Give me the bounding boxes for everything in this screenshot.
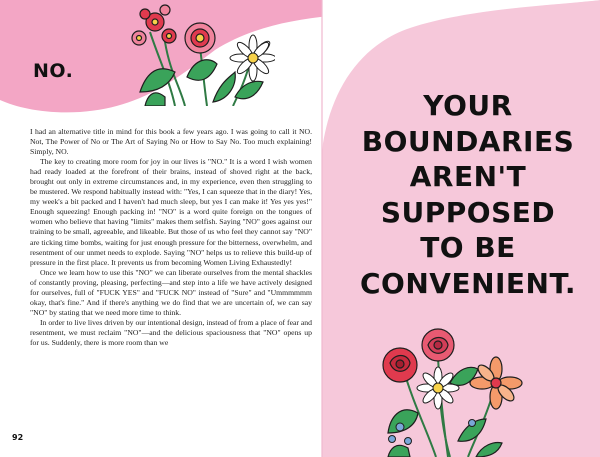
paragraph-3: Once we learn how to use this "NO" we can liberate ourselves from the mental shackles of constantly proving, pleasing, perfecting—and step into a life we have actively designed for ourselves, full of "FUCK YES" and "FUCK NO" instead of "Sure" and "Ummmmmm okay, that's fine." And if there's anything we do find that we are uncertain of, we can say "NO" by stating that we need more time to think. [30,267,312,317]
paragraph-1: I had an alternative title in mind for this book a few years ago. I was going to call it NO. Not, The Power of No or The Art of Saying No or How to Say No. Too much explaining! Simply, NO. [30,127,312,157]
quote-line-6: CONVENIENT. [360,266,576,300]
quote-line-4: SUPPOSED [380,195,556,229]
quote-line-1: YOUR [423,89,513,122]
bottom-flower-bouquet [378,323,528,457]
paragraph-4: In order to live lives driven by our intentional design, instead of from a place of fear and resentment, we must reclaim "NO"—and the delicious spaciousness that "NO" opens up for us. Suddenly, there is more room than we [30,317,312,347]
page-number: 92 [12,433,24,442]
paragraph-2: The key to creating more room for joy in our lives is "NO." It is a word I wish women had ready loaded at the forefront of their brains, instead of shoved right at the back, brought out only in extreme circumstances and, in my experience, even then struggling to be mustered. We respond habitually instead with: "Yes, I can squeeze that in the diary! Yes, my week's a bit packed and I haven't had much sleep, but yes I can make it! Yes yes yes!" Enough squeezing! Enough packing in! "NO" is a word quite foreign on the tongues of women who believe that having "limits" makes them selfish. Saying "NO" goes against our training to be small, agreeable, and likeable. But those of us who feel they cannot say "NO" are ticking time bombs, waiting for just enough pressure for the bitterness, overwhelm, and resentment of our unmet needs to explode. Saying "NO" helps us to relieve this build-up of pressure in the first place. It prevents us from becoming Women Living Exhaustedly! [30,157,312,267]
quote-line-2: BOUNDARIES [361,124,575,158]
quote-line-5: TO BE [420,231,516,264]
top-flower-bouquet [125,2,275,106]
quote-line-3: AREN'T [409,160,527,193]
body-text [30,127,312,348]
chapter-title: NO. [33,60,74,82]
gutter [321,0,323,457]
boundaries-quote [356,88,580,301]
